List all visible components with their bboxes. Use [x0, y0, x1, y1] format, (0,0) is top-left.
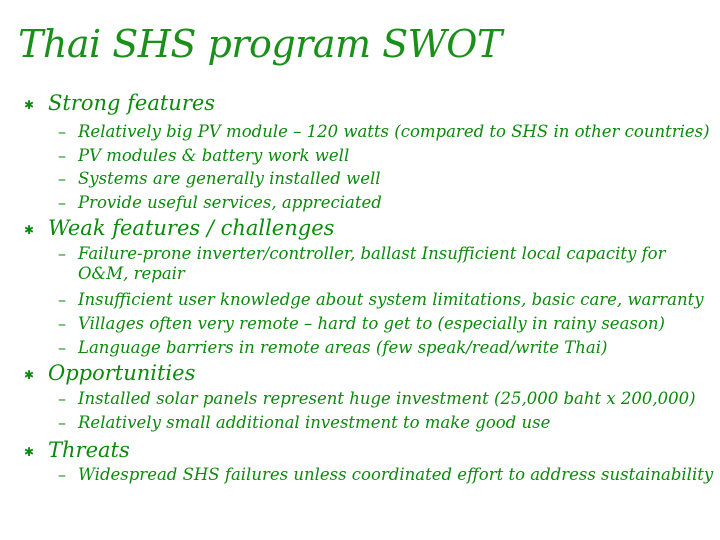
list-item: Relatively big PV module – 120 watts (compared to SHS in other countries) [78, 122, 710, 141]
section-heading-strong: Strong features [48, 91, 216, 115]
list-item: Failure-prone inverter/controller, ballast Insufficient local capacity for [78, 244, 666, 263]
section-heading-opportunities: Opportunities [48, 361, 196, 385]
dash-icon: – [58, 465, 66, 484]
list-item: Installed solar panels represent huge investment (25,000 baht x 200,000) [78, 389, 696, 408]
list-item: Provide useful services, appreciated [78, 193, 382, 212]
dash-icon: – [58, 314, 66, 333]
bullet-icon: ✱ [23, 368, 35, 382]
dash-icon: – [58, 413, 66, 432]
list-item: Systems are generally installed well [78, 169, 381, 188]
slide-title: Thai SHS program SWOT [18, 22, 502, 66]
bullet-icon: ✱ [23, 445, 35, 459]
dash-icon: – [58, 169, 66, 188]
list-item: Widespread SHS failures unless coordinated effort to address sustainability [78, 465, 714, 484]
dash-icon: – [58, 122, 66, 141]
list-item: Villages often very remote – hard to get to (especially in rainy season) [78, 314, 665, 333]
section-heading-weak: Weak features / challenges [48, 216, 335, 240]
dash-icon: – [58, 244, 66, 263]
bullet-icon: ✱ [23, 98, 35, 112]
dash-icon: – [58, 290, 66, 309]
list-item: Insufficient user knowledge about system limitations, basic care, warranty [78, 290, 704, 309]
dash-icon: – [58, 146, 66, 165]
list-item: Language barriers in remote areas (few speak/read/write Thai) [78, 338, 608, 357]
dash-icon: – [58, 193, 66, 212]
list-item: O&M, repair [78, 264, 185, 283]
bullet-icon: ✱ [23, 223, 35, 237]
dash-icon: – [58, 338, 66, 357]
list-item: PV modules & battery work well [78, 146, 350, 165]
list-item: Relatively small additional investment to make good use [78, 413, 551, 432]
dash-icon: – [58, 389, 66, 408]
section-heading-threats: Threats [48, 438, 130, 462]
